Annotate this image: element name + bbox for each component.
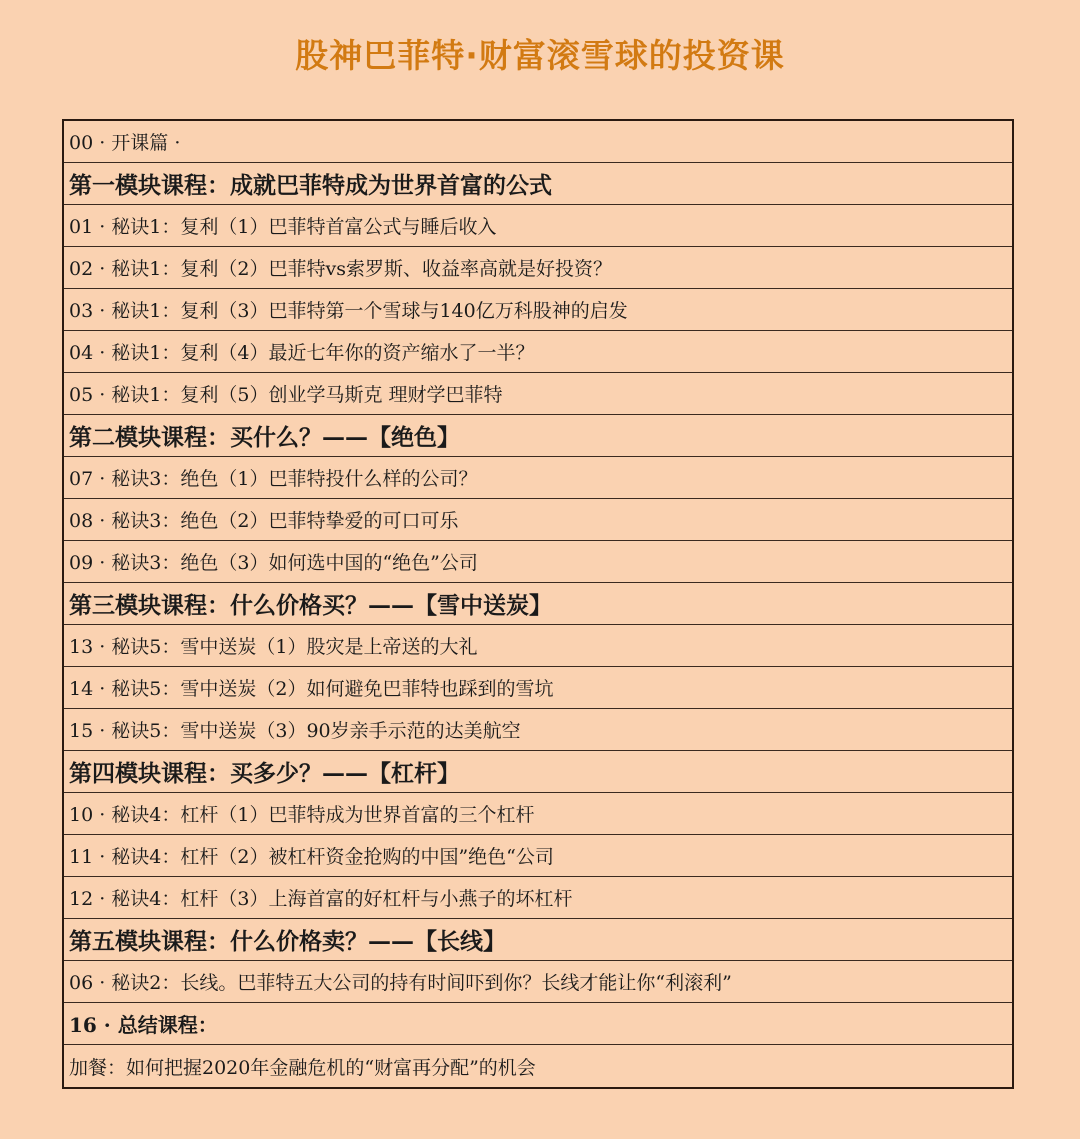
course-table — [62, 119, 1014, 1089]
course-item: 05 · 秘诀1：复利（5）创业学马斯克 理财学巴菲特 — [64, 373, 1012, 415]
module-heading: 第四模块课程：买多少？——【杠杆】 — [64, 751, 1012, 793]
module-heading: 第一模块课程：成就巴菲特成为世界首富的公式 — [64, 163, 1012, 205]
course-item: 04 · 秘诀1：复利（4）最近七年你的资产缩水了一半？ — [64, 331, 1012, 373]
course-item: 14 · 秘诀5：雪中送炭（2）如何避免巴菲特也踩到的雪坑 — [64, 667, 1012, 709]
course-item: 13 · 秘诀5：雪中送炭（1）股灾是上帝送的大礼 — [64, 625, 1012, 667]
course-item: 10 · 秘诀4：杠杆（1）巴菲特成为世界首富的三个杠杆 — [64, 793, 1012, 835]
course-item: 08 · 秘诀3：绝色（2）巴菲特挚爱的可口可乐 — [64, 499, 1012, 541]
course-item: 09 · 秘诀3：绝色（3）如何选中国的“绝色”公司 — [64, 541, 1012, 583]
course-item: 11 · 秘诀4：杠杆（2）被杠杆资金抢购的中国”绝色“公司 — [64, 835, 1012, 877]
course-item: 03 · 秘诀1：复利（3）巴菲特第一个雪球与140亿万科股神的启发 — [64, 289, 1012, 331]
module-heading: 第二模块课程：买什么？——【绝色】 — [64, 415, 1012, 457]
course-item: 加餐：如何把握2020年金融危机的“财富再分配”的机会 — [69, 1056, 536, 1079]
module-heading: 第三模块课程：什么价格买？——【雪中送炭】 — [64, 583, 1012, 625]
course-item: 00 · 开课篇 · — [64, 121, 1012, 163]
course-item: 06 · 秘诀2：长线。巴菲特五大公司的持有时间吓到你？长线才能让你“利滚利” — [64, 961, 1012, 1003]
course-item: 07 · 秘诀3：绝色（1）巴菲特投什么样的公司？ — [64, 457, 1012, 499]
course-item: 12 · 秘诀4：杠杆（3）上海首富的好杠杆与小燕子的坏杠杆 — [64, 877, 1012, 919]
course-item: 01 · 秘诀1：复利（1）巴菲特首富公式与睡后收入 — [64, 205, 1012, 247]
module-heading: 第五模块课程：什么价格卖？——【长线】 — [64, 919, 1012, 961]
course-item: 02 · 秘诀1：复利（2）巴菲特vs索罗斯、收益率高就是好投资？ — [64, 247, 1012, 289]
course-item: 16 · 总结课程： — [64, 1003, 1012, 1045]
course-item: 15 · 秘诀5：雪中送炭（3）90岁亲手示范的达美航空 — [64, 709, 1012, 751]
page-title: 股神巴菲特·财富滚雪球的投资课 — [295, 36, 785, 75]
